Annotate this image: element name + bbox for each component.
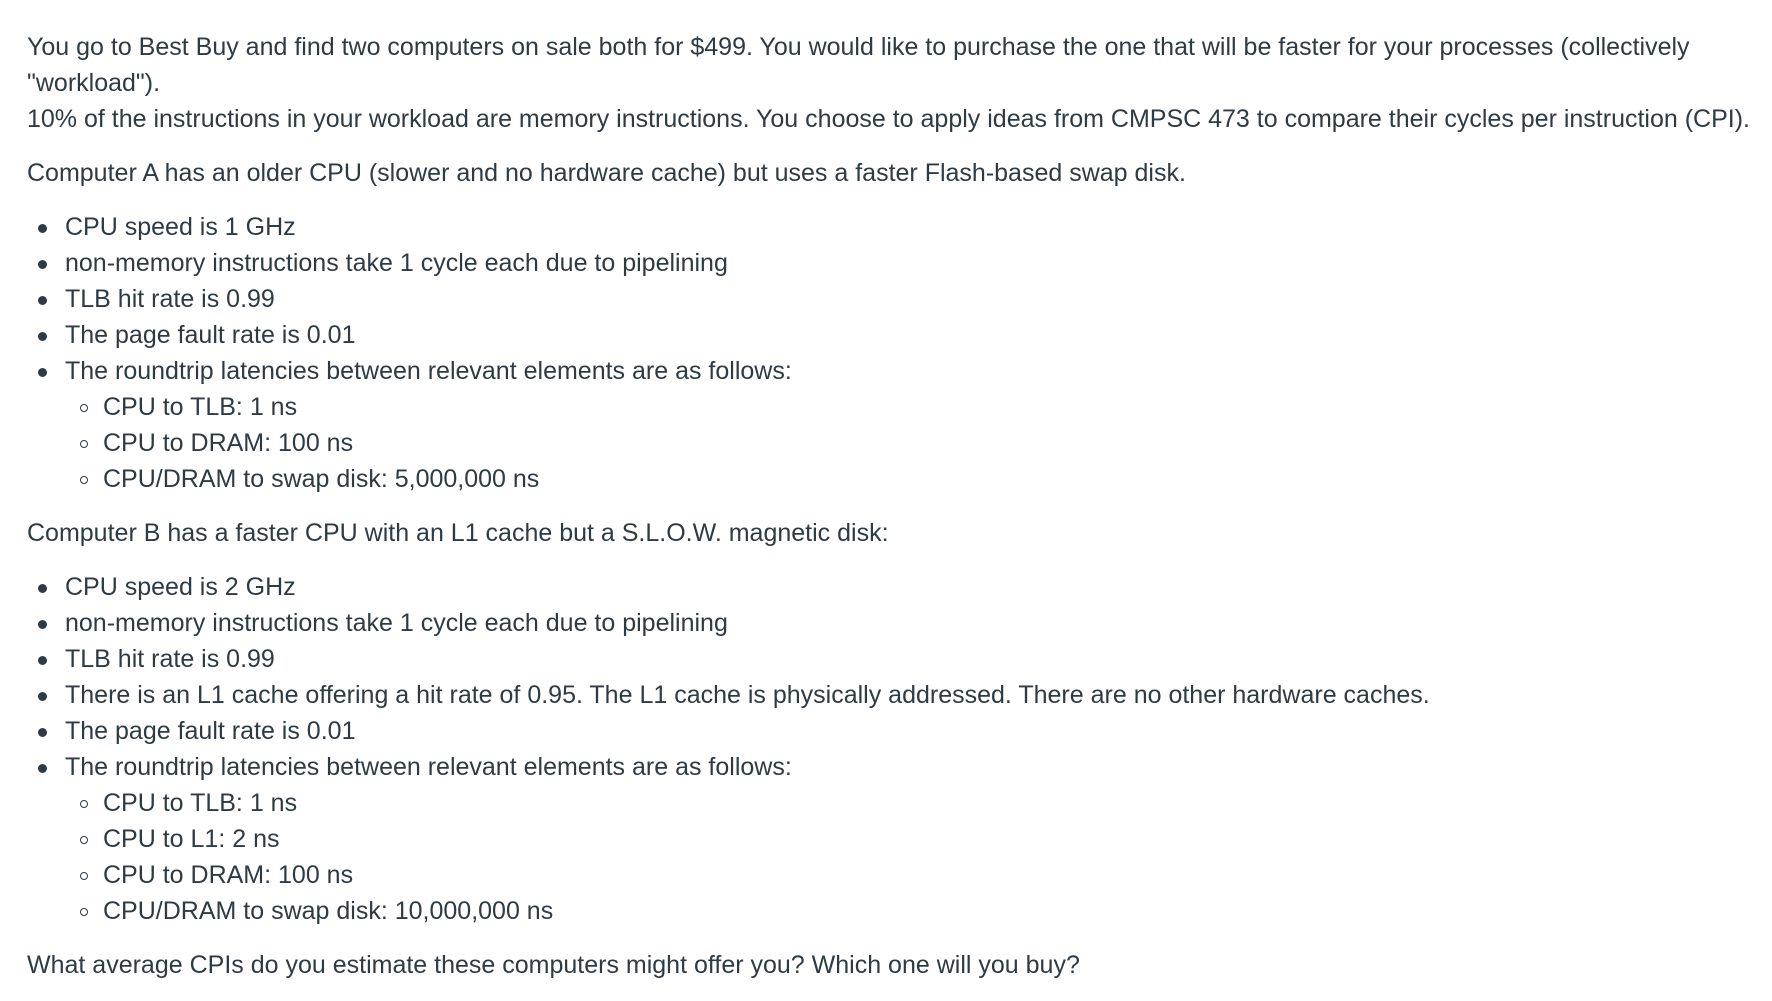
computer-b-latency-list: [65, 785, 1757, 929]
computer-a-latency-entry: CPU to TLB: 1 ns: [103, 389, 1757, 425]
computer-a-spec-item: non-memory instructions take 1 cycle each due to pipelining: [65, 245, 1757, 281]
computer-b-latency-entry: CPU to L1: 2 ns: [103, 821, 1757, 857]
intro-line-2: 10% of the instructions in your workload are memory instructions. You choose to apply ideas from CMPSC 473 to compare their cycles per instruction (CPI).: [27, 105, 1750, 133]
computer-b-spec-list: [27, 569, 1757, 929]
computer-a-spec-item: The page fault rate is 0.01: [65, 317, 1757, 353]
computer-b-spec-item: There is an L1 cache offering a hit rate of 0.95. The L1 cache is physically addressed. There are no other hardware caches.: [65, 677, 1757, 713]
computer-a-latency-list: [65, 389, 1757, 497]
computer-b-heading: Computer B has a faster CPU with an L1 cache but a S.L.O.W. magnetic disk:: [27, 519, 889, 547]
computer-b-spec-item: TLB hit rate is 0.99: [65, 641, 1757, 677]
computer-b-latency-entry: CPU to TLB: 1 ns: [103, 785, 1757, 821]
computer-a-latency-label: The roundtrip latencies between relevant elements are as follows:: [65, 357, 792, 385]
computer-b-spec-item: non-memory instructions take 1 cycle each due to pipelining: [65, 605, 1757, 641]
computer-b-spec-item: The page fault rate is 0.01: [65, 713, 1757, 749]
computer-b-latency-item: [65, 749, 1757, 929]
computer-b-spec-item: CPU speed is 2 GHz: [65, 569, 1757, 605]
intro-paragraph: [27, 29, 1757, 137]
intro-line-1: You go to Best Buy and find two computers on sale both for $499. You would like to purchase the one that will be faster for your processes (collectively "workload").: [27, 33, 1690, 97]
computer-a-latency-entry: CPU to DRAM: 100 ns: [103, 425, 1757, 461]
computer-a-spec-list: [27, 209, 1757, 497]
computer-a-latency-entry: CPU/DRAM to swap disk: 5,000,000 ns: [103, 461, 1757, 497]
computer-a-heading: Computer A has an older CPU (slower and no hardware cache) but uses a faster Flash-based swap disk.: [27, 159, 1186, 187]
computer-a-spec-item: TLB hit rate is 0.99: [65, 281, 1757, 317]
document-body: [27, 29, 1757, 1001]
computer-a-spec-item: CPU speed is 1 GHz: [65, 209, 1757, 245]
computer-b-latency-entry: CPU to DRAM: 100 ns: [103, 857, 1757, 893]
computer-b-latency-entry: CPU/DRAM to swap disk: 10,000,000 ns: [103, 893, 1757, 929]
question-paragraph: What average CPIs do you estimate these computers might offer you? Which one will you buy?: [27, 951, 1080, 979]
computer-b-latency-label: The roundtrip latencies between relevant elements are as follows:: [65, 753, 792, 781]
computer-a-latency-item: [65, 353, 1757, 497]
